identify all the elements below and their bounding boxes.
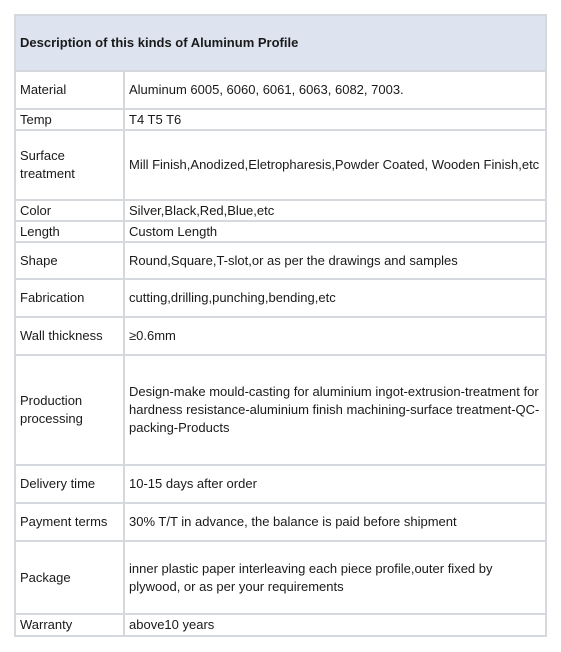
row-value-production-processing: Design-make mould-casting for aluminium ingot-extrusion-treatment for hardness resistance-aluminium finish machining-surface treatment-QC-packing-Products xyxy=(124,355,546,465)
table-row xyxy=(15,109,546,130)
row-label-wall-thickness: Wall thickness xyxy=(15,317,124,355)
row-value-delivery-time: 10-15 days after order xyxy=(124,465,546,503)
row-label-payment-terms: Payment terms xyxy=(15,503,124,541)
row-value-color: Silver,Black,Red,Blue,etc xyxy=(124,200,546,221)
table-row xyxy=(15,242,546,279)
table-row xyxy=(15,503,546,541)
row-label-package: Package xyxy=(15,541,124,614)
row-value-fabrication: cutting,drilling,punching,bending,etc xyxy=(124,279,546,317)
spec-table xyxy=(14,14,547,637)
table-row xyxy=(15,279,546,317)
table-row xyxy=(15,465,546,503)
row-label-surface-treatment: Surface treatment xyxy=(15,130,124,200)
row-value-temp: T4 T5 T6 xyxy=(124,109,546,130)
row-value-shape: Round,Square,T-slot,or as per the drawings and samples xyxy=(124,242,546,279)
spec-sheet xyxy=(14,14,545,637)
row-label-delivery-time: Delivery time xyxy=(15,465,124,503)
table-row xyxy=(15,71,546,109)
row-value-material: Aluminum 6005, 6060, 6061, 6063, 6082, 7003. xyxy=(124,71,546,109)
table-row xyxy=(15,200,546,221)
row-label-material: Material xyxy=(15,71,124,109)
row-value-wall-thickness: ≥0.6mm xyxy=(124,317,546,355)
row-value-warranty: above10 years xyxy=(124,614,546,636)
table-row xyxy=(15,221,546,242)
row-value-package: inner plastic paper interleaving each piece profile,outer fixed by plywood, or as per your requirements xyxy=(124,541,546,614)
row-label-shape: Shape xyxy=(15,242,124,279)
table-row xyxy=(15,317,546,355)
row-value-payment-terms: 30% T/T in advance, the balance is paid before shipment xyxy=(124,503,546,541)
row-label-fabrication: Fabrication xyxy=(15,279,124,317)
table-title-row xyxy=(15,15,546,71)
table-row xyxy=(15,541,546,614)
table-row xyxy=(15,355,546,465)
row-value-surface-treatment: Mill Finish,Anodized,Eletropharesis,Powder Coated, Wooden Finish,etc xyxy=(124,130,546,200)
table-title: Description of this kinds of Aluminum Profile xyxy=(15,15,546,71)
table-row xyxy=(15,130,546,200)
table-row xyxy=(15,614,546,636)
row-label-color: Color xyxy=(15,200,124,221)
row-value-length: Custom Length xyxy=(124,221,546,242)
row-label-production-processing: Production processing xyxy=(15,355,124,465)
row-label-length: Length xyxy=(15,221,124,242)
row-label-warranty: Warranty xyxy=(15,614,124,636)
row-label-temp: Temp xyxy=(15,109,124,130)
